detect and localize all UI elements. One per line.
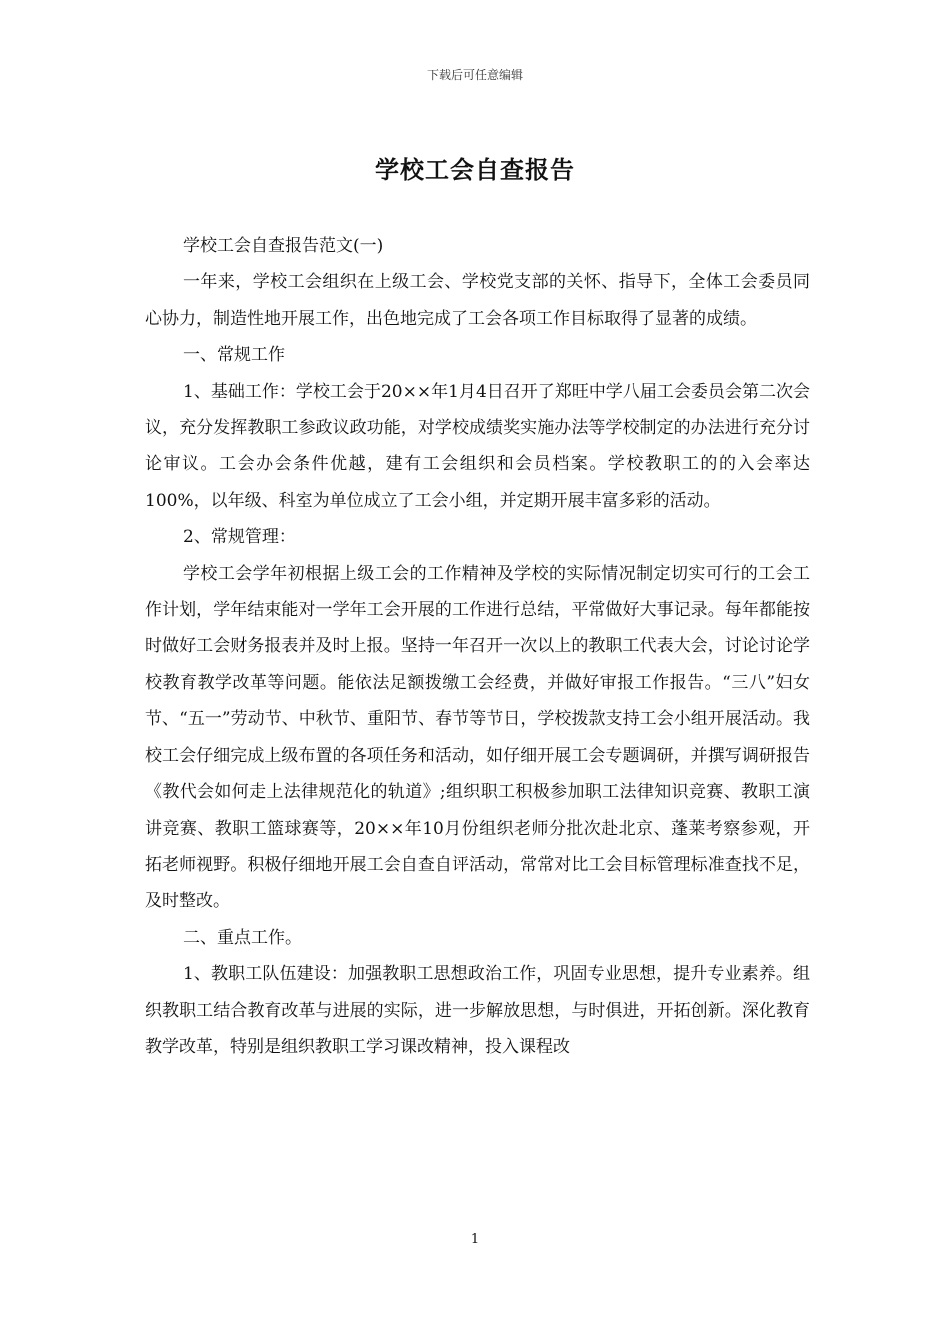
- paragraph-basic-work: 1、基础工作：学校工会于20××年1月4日召开了郑旺中学八届工会委员会第二次会议，充分发挥教职工参政议政功能，对学校成绩奖实施办法等学校制定的办法进行充分讨论审议。工会办会条件优越，建有工会组织和会员档案。学校教职工的的入会率达100%，以年级、科室为单位成立了工会小组，并定期开展丰富多彩的活动。: [145, 381, 810, 511]
- page-number: 1: [470, 1232, 480, 1247]
- header-note: 下载后可任意编辑: [426, 68, 523, 82]
- document-body: [145, 228, 810, 1065]
- paragraph-subtitle: 学校工会自查报告范文(一): [183, 236, 384, 256]
- paragraph-staff-building: 1、教职工队伍建设：加强教职工思想政治工作，巩固专业思想，提升专业素养。组织教职工结合教育改革与进展的实际，进一步解放思想，与时俱进，开拓创新。深化教育教学改革，特别是组织教职工学习课改精神，投入课程改: [145, 964, 810, 1057]
- section-heading-key-work: 二、重点工作。: [183, 927, 302, 948]
- section-heading-routine: 一、常规工作: [183, 345, 285, 366]
- document-title: 学校工会自查报告: [375, 155, 575, 184]
- subheading-routine-management: 2、常规管理：: [183, 527, 296, 548]
- paragraph-intro: 一年来，学校工会组织在上级工会、学校党支部的关怀、指导下，全体工会委员同心协力，制造性地开展工作，出色地完成了工会各项工作目标取得了显著的成绩。: [145, 272, 810, 329]
- paragraph-routine-management: 学校工会学年初根据上级工会的工作精神及学校的实际情况制定切实可行的工会工作计划，学年结束能对一学年工会开展的工作进行总结，平常做好大事记录。每年都能按时做好工会财务报表并及时上报。坚持一年召开一次以上的教职工代表大会，讨论讨论学校教育教学改革等问题。能依法足额拨缴工会经费，并做好审报工作报告。“三八”妇女节、“五一”劳动节、中秋节、重阳节、春节等节日，学校拨款支持工会小组开展活动。我校工会仔细完成上级布置的各项任务和活动，如仔细开展工会专题调研，并撰写调研报告《教代会如何走上法律规范化的轨道》;组织职工积极参加职工法律知识竞赛、教职工演讲竞赛、教职工篮球赛等，20××年10月份组织老师分批次赴北京、蓬莱考察参观，开拓老师视野。积极仔细地开展工会自查自评活动，常常对比工会目标管理标准查找不足，及时整改。: [145, 563, 810, 912]
